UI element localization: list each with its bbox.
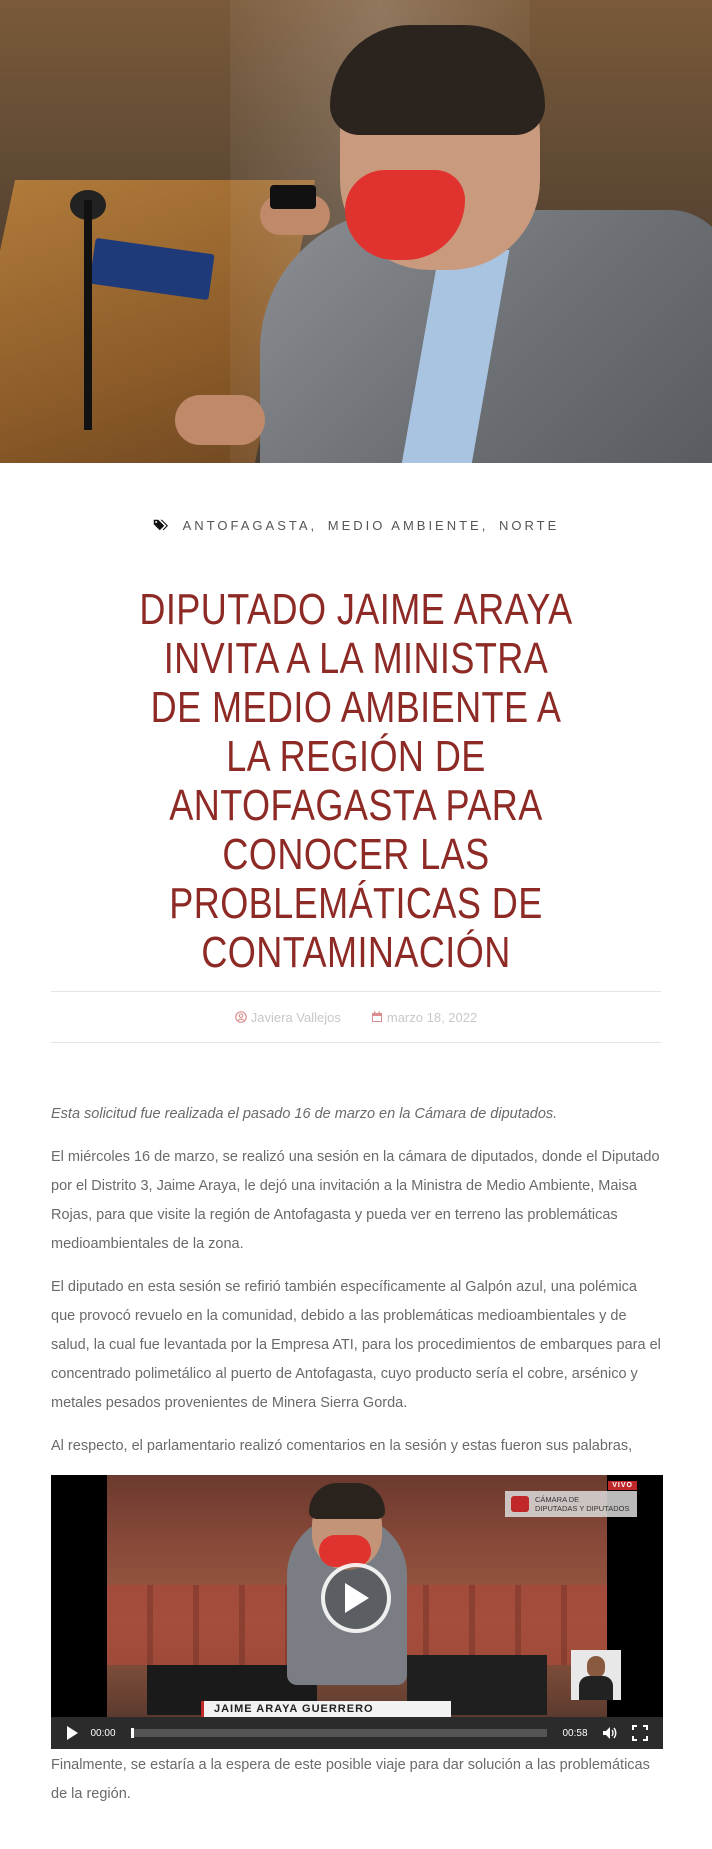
interpreter-head [587,1656,605,1678]
microphone-stand [84,200,92,430]
play-icon [341,1581,371,1615]
tag-norte[interactable]: NORTE [498,518,560,533]
closing-paragraph: Finalmente, se estaría a la espera de este posible viaje para dar solución a las problemáticas de la región. [51,1757,650,1802]
video-controls [51,1717,663,1749]
duration: 00:58 [562,1727,588,1739]
big-play-button[interactable] [321,1563,391,1633]
speaker-hair [309,1483,385,1519]
article-body [51,1100,665,1475]
progress-handle[interactable] [131,1728,134,1738]
chamber-logo-icon [511,1496,529,1512]
fullscreen-button[interactable] [625,1717,655,1749]
author-name[interactable]: Javiera Vallejos [250,1009,341,1025]
author-meta[interactable] [235,1010,341,1025]
body-paragraph: El miércoles 16 de marzo, se realizó una sesión en la cámara de diputados, donde el Diputado por el Distrito 3, Jaime Araya, le dejó una invitación a la Ministra de Medio Ambiente, Maisa Rojas, para que visite la región de Antofagasta y pueda ver en terreno las problemáticas medioambientales de la zona. [51,1149,660,1252]
live-badge: VIVO [608,1481,637,1490]
post-date: marzo 18, 2022 [386,1009,478,1025]
tag-separator: , [481,518,489,533]
calendar-icon [371,1011,383,1023]
tag-separator: , [310,518,318,533]
user-circle-icon [235,1011,247,1023]
current-time: 00:00 [90,1727,116,1739]
progress-bar[interactable] [131,1729,547,1737]
post-tags [0,518,712,533]
date-meta [371,1010,477,1025]
volume-button[interactable] [595,1717,625,1749]
volume-icon [602,1726,618,1740]
brand-line-2: DIPUTADAS Y DIPUTADOS [535,1504,630,1513]
hero-image [0,0,712,463]
article-title: DIPUTADO JAIME ARAYA INVITA A LA MINISTRA DE MEDIO AMBIENTE A LA REGIÓN DE ANTOFAGASTA PARA CONOCER LAS PROBLEMÁTICAS DE CONTAMINACIÓN [139,585,573,977]
tag-antofagasta[interactable]: ANTOFAGASTA [182,518,311,533]
play-button[interactable] [57,1717,87,1749]
play-icon [66,1726,78,1740]
body-paragraph: Al respecto, el parlamentario realizó comentarios en la sesión y estas fueron sus palabras, [51,1438,633,1454]
speaker-mask [319,1535,371,1567]
person-hair [330,25,545,135]
brand-line-1: CÁMARA DE [535,1495,580,1504]
tags-icon [153,518,171,532]
video-player[interactable] [51,1475,663,1749]
sign-language-interpreter [571,1650,621,1700]
post-meta [51,991,661,1043]
writing-hand [175,395,265,445]
interpreter-body [579,1676,613,1700]
body-paragraph: El diputado en esta sesión se refirió también específicamente al Galpón azul, una polémica que provocó revuelo en la comunidad, debido a las problemáticas medioambientales y de salud, la cual fue levantada por la Empresa ATI, para los procedimientos de embarques para el concentrado polimetálico al puerto de Antofagasta, cuyo producto sería el cobre, arsénico y metales pesados provenientes de Minera Sierra Gorda. [51,1279,661,1411]
fullscreen-icon [632,1725,648,1741]
lower-third-name: JAIME ARAYA GUERRERO [201,1701,451,1717]
lead-paragraph: Esta solicitud fue realizada el pasado 16 de marzo en la Cámara de diputados. [51,1106,558,1122]
channel-logo [505,1491,637,1517]
phone [270,185,316,209]
tag-medio-ambiente[interactable]: MEDIO AMBIENTE [327,518,482,533]
